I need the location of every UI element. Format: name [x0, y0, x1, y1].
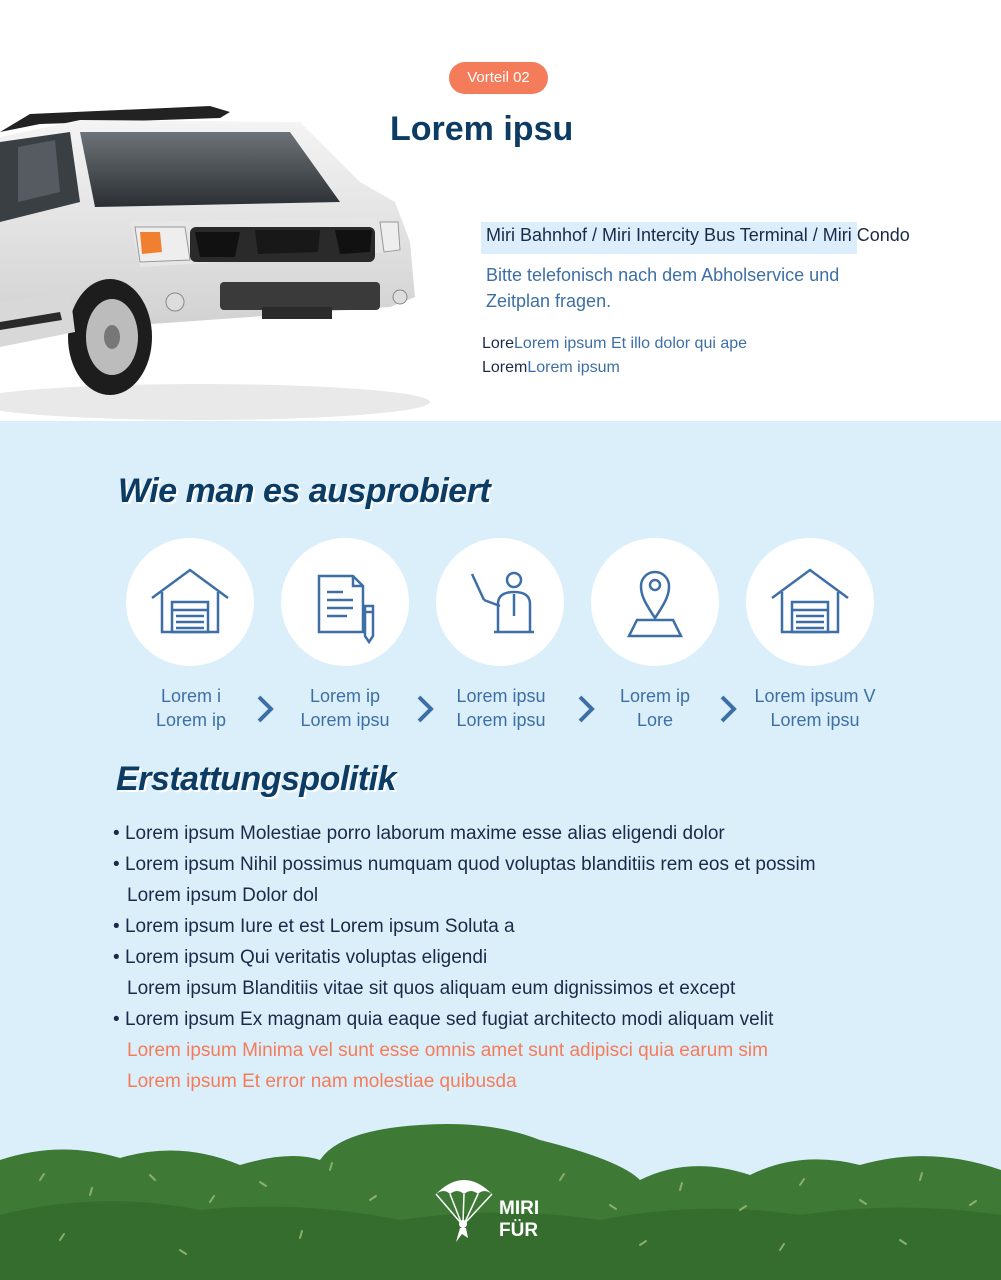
chevron-right-icon — [576, 694, 596, 724]
step-1-label — [121, 684, 261, 732]
step-4-label-line1: Lorem ip — [619, 686, 691, 706]
hero-description: Bitte telefonisch nach dem Abholservice und Zeitplan fragen. — [486, 265, 840, 311]
brand-logo-text — [499, 1198, 539, 1242]
refund-heading: Erstattungspolitik — [116, 760, 397, 798]
hero-section — [0, 0, 1001, 421]
list-item: • Lorem ipsum Iure et est Lorem ipsum Soluta a — [113, 916, 515, 937]
info-line-2-prefix: Lorem — [482, 359, 528, 376]
step-2-circle — [281, 538, 409, 666]
step-1-circle — [126, 538, 254, 666]
list-item-text: Lorem ipsum Qui veritatis voluptas eligendi — [124, 947, 488, 968]
step-4-circle — [591, 538, 719, 666]
map-pin-icon — [613, 560, 697, 644]
garage-icon — [148, 560, 232, 644]
advantage-badge: Vorteil 02 — [449, 62, 548, 94]
step-2-label-line1: Lorem ip — [309, 686, 381, 706]
garage-icon — [768, 560, 852, 644]
chevron-right-icon — [718, 694, 738, 724]
step-5-label — [745, 684, 885, 732]
step-3-circle — [436, 538, 564, 666]
list-item-continuation: Lorem ipsum Dolor dol — [127, 885, 319, 906]
step-4-label-line2: Lore — [636, 710, 674, 730]
list-item-text: Lorem ipsum Molestiae porro laborum maxime esse alias eligendi dolor — [124, 823, 725, 844]
chevron-right-icon — [255, 694, 275, 724]
step-1-label-line1: Lorem i — [160, 686, 222, 706]
document-pen-icon — [303, 560, 387, 644]
list-item: • Lorem ipsum Ex magnam quia eaque sed fugiat architecto modi aliquam velit — [113, 1009, 774, 1030]
list-item: • Lorem ipsum Qui veritatis voluptas eligendi — [113, 947, 488, 968]
how-to-heading: Wie man es ausprobiert — [118, 472, 491, 510]
suv-car-image — [0, 92, 430, 422]
info-line-2-text: Lorem ipsum — [527, 359, 620, 376]
info-line-1-prefix: Lore — [482, 335, 515, 352]
step-4-label — [585, 684, 725, 732]
step-2-label — [275, 684, 415, 732]
list-item-continuation: Lorem ipsum Blanditiis vitae sit quos aliquam eum dignissimos et except — [127, 978, 736, 999]
list-item: • Lorem ipsum Molestiae porro laborum maxime esse alias eligendi dolor — [113, 823, 725, 844]
brand-logo-line2: FÜR — [499, 1220, 539, 1241]
list-item-highlight: Lorem ipsum Minima vel sunt esse omnis amet sunt adipisci quia earum sim — [127, 1040, 768, 1061]
step-5-label-line2: Lorem ipsu — [770, 710, 860, 730]
chevron-right-icon — [415, 694, 435, 724]
list-item: • Lorem ipsum Nihil possimus numquam quod voluptas blanditiis rem eos et possim — [113, 854, 816, 875]
list-item-text: Lorem ipsum Iure et est Lorem ipsum Soluta a — [124, 916, 515, 937]
parachute-logo-icon — [432, 1170, 496, 1246]
presenter-icon — [458, 560, 542, 644]
location-text: Miri Bahnhof / Miri Intercity Bus Terminal / Miri Condo — [486, 225, 910, 245]
hero-title-text: Lorem ipsu — [390, 110, 574, 148]
list-item-text: Lorem ipsum Ex magnam quia eaque sed fugiat architecto modi aliquam velit — [124, 1009, 774, 1030]
refund-list — [113, 818, 933, 1097]
brand-logo-line1: MIRI — [499, 1198, 540, 1219]
step-3-label — [431, 684, 571, 732]
list-item-highlight: Lorem ipsum Et error nam molestiae quibusda — [127, 1071, 517, 1092]
info-line-2 — [482, 359, 620, 377]
step-5-circle — [746, 538, 874, 666]
step-1-label-line2: Lorem ip — [155, 710, 227, 730]
info-line-1-text: Lorem ipsum Et illo dolor qui ape — [514, 335, 748, 352]
info-line-1 — [482, 335, 747, 353]
step-3-label-line1: Lorem ipsu — [456, 686, 546, 706]
step-5-label-line1: Lorem ipsum V — [754, 686, 876, 706]
list-item-text: Lorem ipsum Nihil possimus numquam quod voluptas blanditiis rem eos et possim — [124, 854, 816, 875]
step-2-label-line2: Lorem ipsu — [300, 710, 390, 730]
step-3-label-line2: Lorem ipsu — [456, 710, 546, 730]
